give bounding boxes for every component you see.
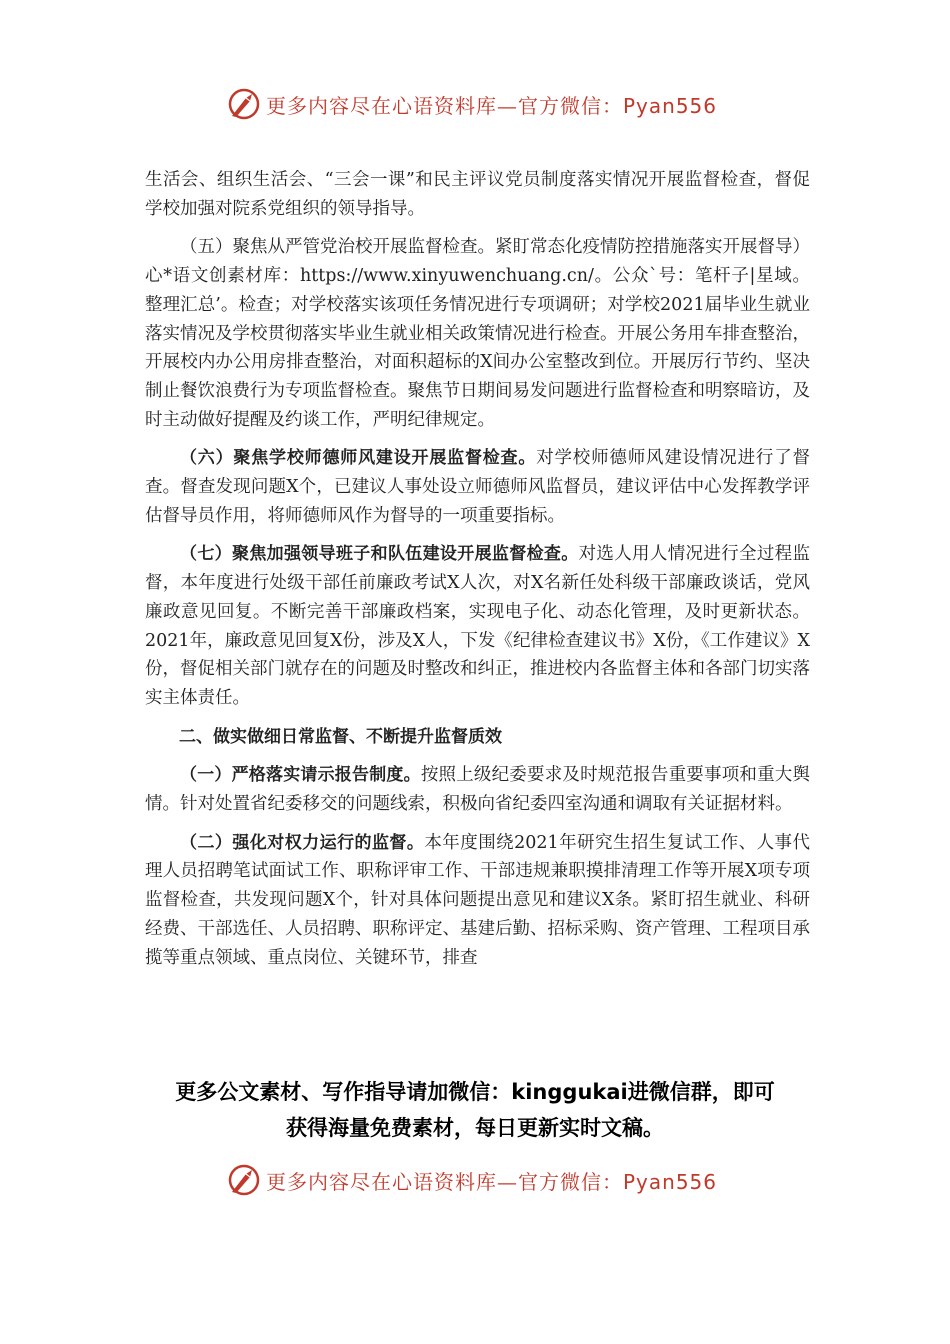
footer-watermark — [0, 1156, 950, 1204]
paragraph: （五）聚焦从严管党治校开展监督检查。紧盯常态化疫情防控措施落实开展督导）心*语文创素材库：https://www.xinyuwenchuang.cn/。公众`号：笔杆子|星域。整理汇总’。检查；对学校落实该项任务情况进行专项调研；对学校2021届毕业生就业落实情况及学校贯彻落实毕业生就业相关政策情况进行检查。开展公务用车排查整治，开展校内办公用房排查整治，对面积超标的X间办公室整改到位。开展厉行节约、坚决制止餐饮浪费行为专项监督检查。聚焦节日期间易发问题进行监督检查和明察暗访，及时主动做好提醒及约谈工作，严明纪律规定。 — [145, 237, 810, 430]
header-watermark-text — [266, 90, 717, 119]
paragraph — [145, 540, 810, 712]
header-wechat-id: Pyan556 — [623, 94, 718, 118]
paragraph-heading: （七）聚焦加强领导班子和队伍建设开展监督检查。 — [180, 544, 579, 565]
paragraph — [145, 829, 810, 973]
promo-line: 更多公文素材、写作指导请加微信：kinggukai进微信群，即可 — [175, 1080, 775, 1104]
paragraph-body: 对选人用人情况进行全过程监督，本年度进行处级干部任前廉政考试X人次，对X名新任处科级干部廉政谈话，党风廉政意见回复。不断完善干部廉政档案，实现电子化、动态化管理，及时更新状态。2021年，廉政意见回复X份，涉及X人，下发《纪律检查建议书》X份，《工作建议》X份，督促相关部门就存在的问题及时整改和纠正，推进校内各监督主体和各部门切实落实主体责任。 — [145, 544, 811, 708]
paragraph-heading: （六）聚焦学校师德师风建设开展监督检查。 — [180, 448, 537, 469]
header-watermark — [0, 80, 950, 128]
header-watermark-label: 更多内容尽在心语资料库—官方微信： — [266, 94, 623, 118]
paragraph-heading: （一）严格落实请示报告制度。 — [180, 765, 421, 786]
paragraph — [145, 444, 810, 530]
paragraph-heading: （二）强化对权力运行的监督。 — [180, 832, 425, 853]
promo-block — [120, 1074, 830, 1146]
paragraph-body: 按照上级纪委要求及时规范报告重要事项和重大舆情。针对处置省纪委移交的问题线索，积极向省纪委四室沟通和调取有关证据材料。 — [145, 765, 811, 815]
pen-nib-logo-icon — [226, 86, 262, 122]
pen-nib-logo-icon — [226, 1162, 262, 1198]
paragraph-body: 本年度围绕2021年研究生招生复试工作、人事代理人员招聘笔试面试工作、职称评审工作、干部违规兼职摸排清理工作等开展X项专项监督检查，共发现问题X个，针对具体问题提出意见和建议X条。紧盯招生就业、科研经费、干部选任、人员招聘、职称评定、基建后勤、招标采购、资产管理、工程项目承揽等重点领域、重点岗位、关键环节，排查 — [145, 832, 810, 968]
section-heading: 二、做实做细日常监督、不断提升监督质效 — [179, 726, 502, 747]
paragraph: 生活会、组织生活会、“三会一课”和民主评议党员制度落实情况开展监督检查，督促学校加强对院系党组织的领导指导。 — [145, 170, 810, 219]
paragraph — [145, 761, 810, 818]
paragraph-body: 对学校师德师风建设情况进行了督查。督查发现问题X个，已建议人事处设立师德师风监督员，建议评估中心发挥教学评估督导员作用，将师德师风作为督导的一项重要指标。 — [145, 448, 811, 526]
footer-wechat-id: Pyan556 — [623, 1170, 718, 1194]
document-body — [145, 166, 810, 982]
footer-watermark-text — [266, 1166, 717, 1195]
footer-watermark-label: 更多内容尽在心语资料库—官方微信： — [266, 1170, 623, 1194]
promo-line: 获得海量免费素材，每日更新实时文稿。 — [286, 1116, 664, 1140]
